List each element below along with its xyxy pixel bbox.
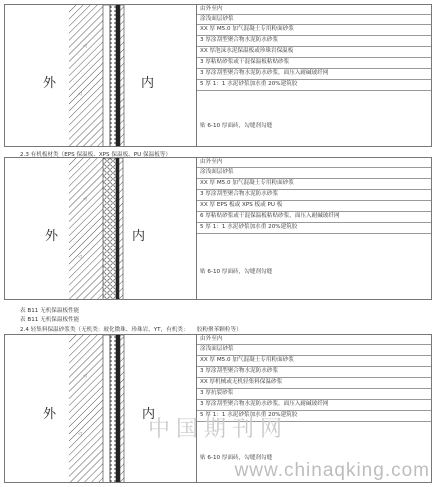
tile-layer [119, 158, 123, 299]
layer-item: 3 厚涂刮型聚合物水泥防水砂浆，面压入耐碱玻纤网 [197, 69, 431, 80]
watermark-url: www.chinaqking.com [234, 460, 430, 481]
layer-item: 由外至内 [197, 5, 431, 15]
wall-section-2 [4, 157, 432, 300]
layer-item: 5 厚 1：1 水泥砂浆加水重 20%建筑胶 [197, 411, 431, 422]
layer-item: 5 厚 1：1 水泥砂浆加水重 20%建筑胶 [197, 223, 431, 234]
mortar-layer [116, 158, 119, 299]
layer-item: 3 厚抗裂砂浆 [197, 389, 431, 400]
layer-list-1 [197, 5, 431, 146]
finish-note: 贴 6-10 厚面砖，勾缝剂勾缝 [200, 455, 273, 461]
wall-section-drawing-1 [5, 5, 197, 146]
layer-list-2 [197, 158, 431, 299]
concrete-wall [69, 5, 103, 146]
layer-item: XX 厚泡沫水泥保温板或珍珠岩保温板 [197, 47, 431, 58]
layer-item: 由外至内 [197, 335, 431, 345]
layer-item: XX 厚 M5.0 加气混凝土专用粉面砂浆 [197, 25, 431, 36]
wall-section-drawing-2 [5, 158, 197, 299]
svg-text:◁: ◁ [78, 431, 82, 437]
svg-text:◁: ◁ [83, 196, 87, 202]
inside-label: 内 [132, 229, 146, 244]
inside-label: 内 [141, 76, 155, 91]
svg-text:◁: ◁ [78, 91, 82, 97]
svg-text:◁: ◁ [83, 373, 87, 379]
layer-item: 涂浅面层砂浆 [197, 345, 431, 356]
inside-label: 内 [142, 407, 156, 422]
layer-item: XX 厚 M5.0 加气混凝土专用粉面砂浆 [197, 179, 431, 190]
layer-item: XX 厚 M5.0 加气混凝土专用粉面砂浆 [197, 356, 431, 367]
layer-item: XX 厚机械或无机轻集料保温砂浆 [197, 378, 431, 389]
layer-item: 涂浅面层砂浆 [197, 168, 431, 179]
layer-item: 3 厚涂刮型聚合物水泥防水砂浆，面压入耐碱玻纤网 [197, 400, 431, 411]
mortar-layer [103, 5, 110, 146]
outside-label: 外 [43, 76, 57, 91]
layer-item: 3 厚粘贴砂浆或干混保温板粘贴砂浆 [197, 58, 431, 69]
finish-note: 贴 6-10 厚面砖，勾缝剂勾缝 [200, 269, 273, 275]
svg-text:◁: ◁ [83, 43, 87, 49]
concrete-wall [69, 158, 103, 299]
layer-item: 由外至内 [197, 158, 431, 168]
caption-table-b11-b: 表 B11 无机保温板性能 [20, 317, 80, 323]
finish-layer [116, 5, 120, 146]
svg-text:◁: ◁ [78, 254, 82, 260]
tile-layer [120, 5, 124, 146]
finish-note: 贴 6-10 厚面砖，勾缝剂勾缝 [200, 123, 273, 129]
layer-item: XX 厚 EPS 板或 XPS 板或 PU 板 [197, 201, 431, 212]
wall-section-1 [4, 4, 432, 147]
outside-label: 外 [43, 407, 57, 422]
wall-section-svg-2 [5, 158, 197, 299]
outside-label: 外 [45, 229, 59, 244]
layer-item: 6 厚粘贴砂浆或干混保温板粘贴砂浆，面压入耐碱玻纤网 [197, 212, 431, 223]
layer-item: 5 厚 1：1 水泥砂浆加水重 20%建筑胶 [197, 80, 431, 91]
caption-lightweight-mortar: 2.4 轻集料保温砂浆类（无机类：玻化微珠、珍珠岩、YT，有机类： 胶粉聚苯颗粒等） [20, 327, 242, 333]
insulation-board-layer [103, 158, 116, 299]
layer-item: 3 厚涂刮型聚合物水泥防水砂浆 [197, 36, 431, 47]
watermark-cn: 中国期刊网 [147, 417, 288, 442]
insulation-layer [110, 5, 116, 146]
layer-item: 3 厚涂刮型聚合物水泥防水砂浆 [197, 367, 431, 378]
wall-section-svg-1 [5, 5, 197, 146]
caption-organic-board: 2.3 有机板材类（EPS 保温板、XPS 保温板、PU 保温板等） [20, 152, 171, 158]
layer-item: 3 厚涂刮型聚合物水泥防水砂浆 [197, 190, 431, 201]
caption-table-b11-a: 表 B11 无机保温板性能 [20, 308, 80, 314]
layer-item: 涂浅面层砂浆 [197, 15, 431, 25]
